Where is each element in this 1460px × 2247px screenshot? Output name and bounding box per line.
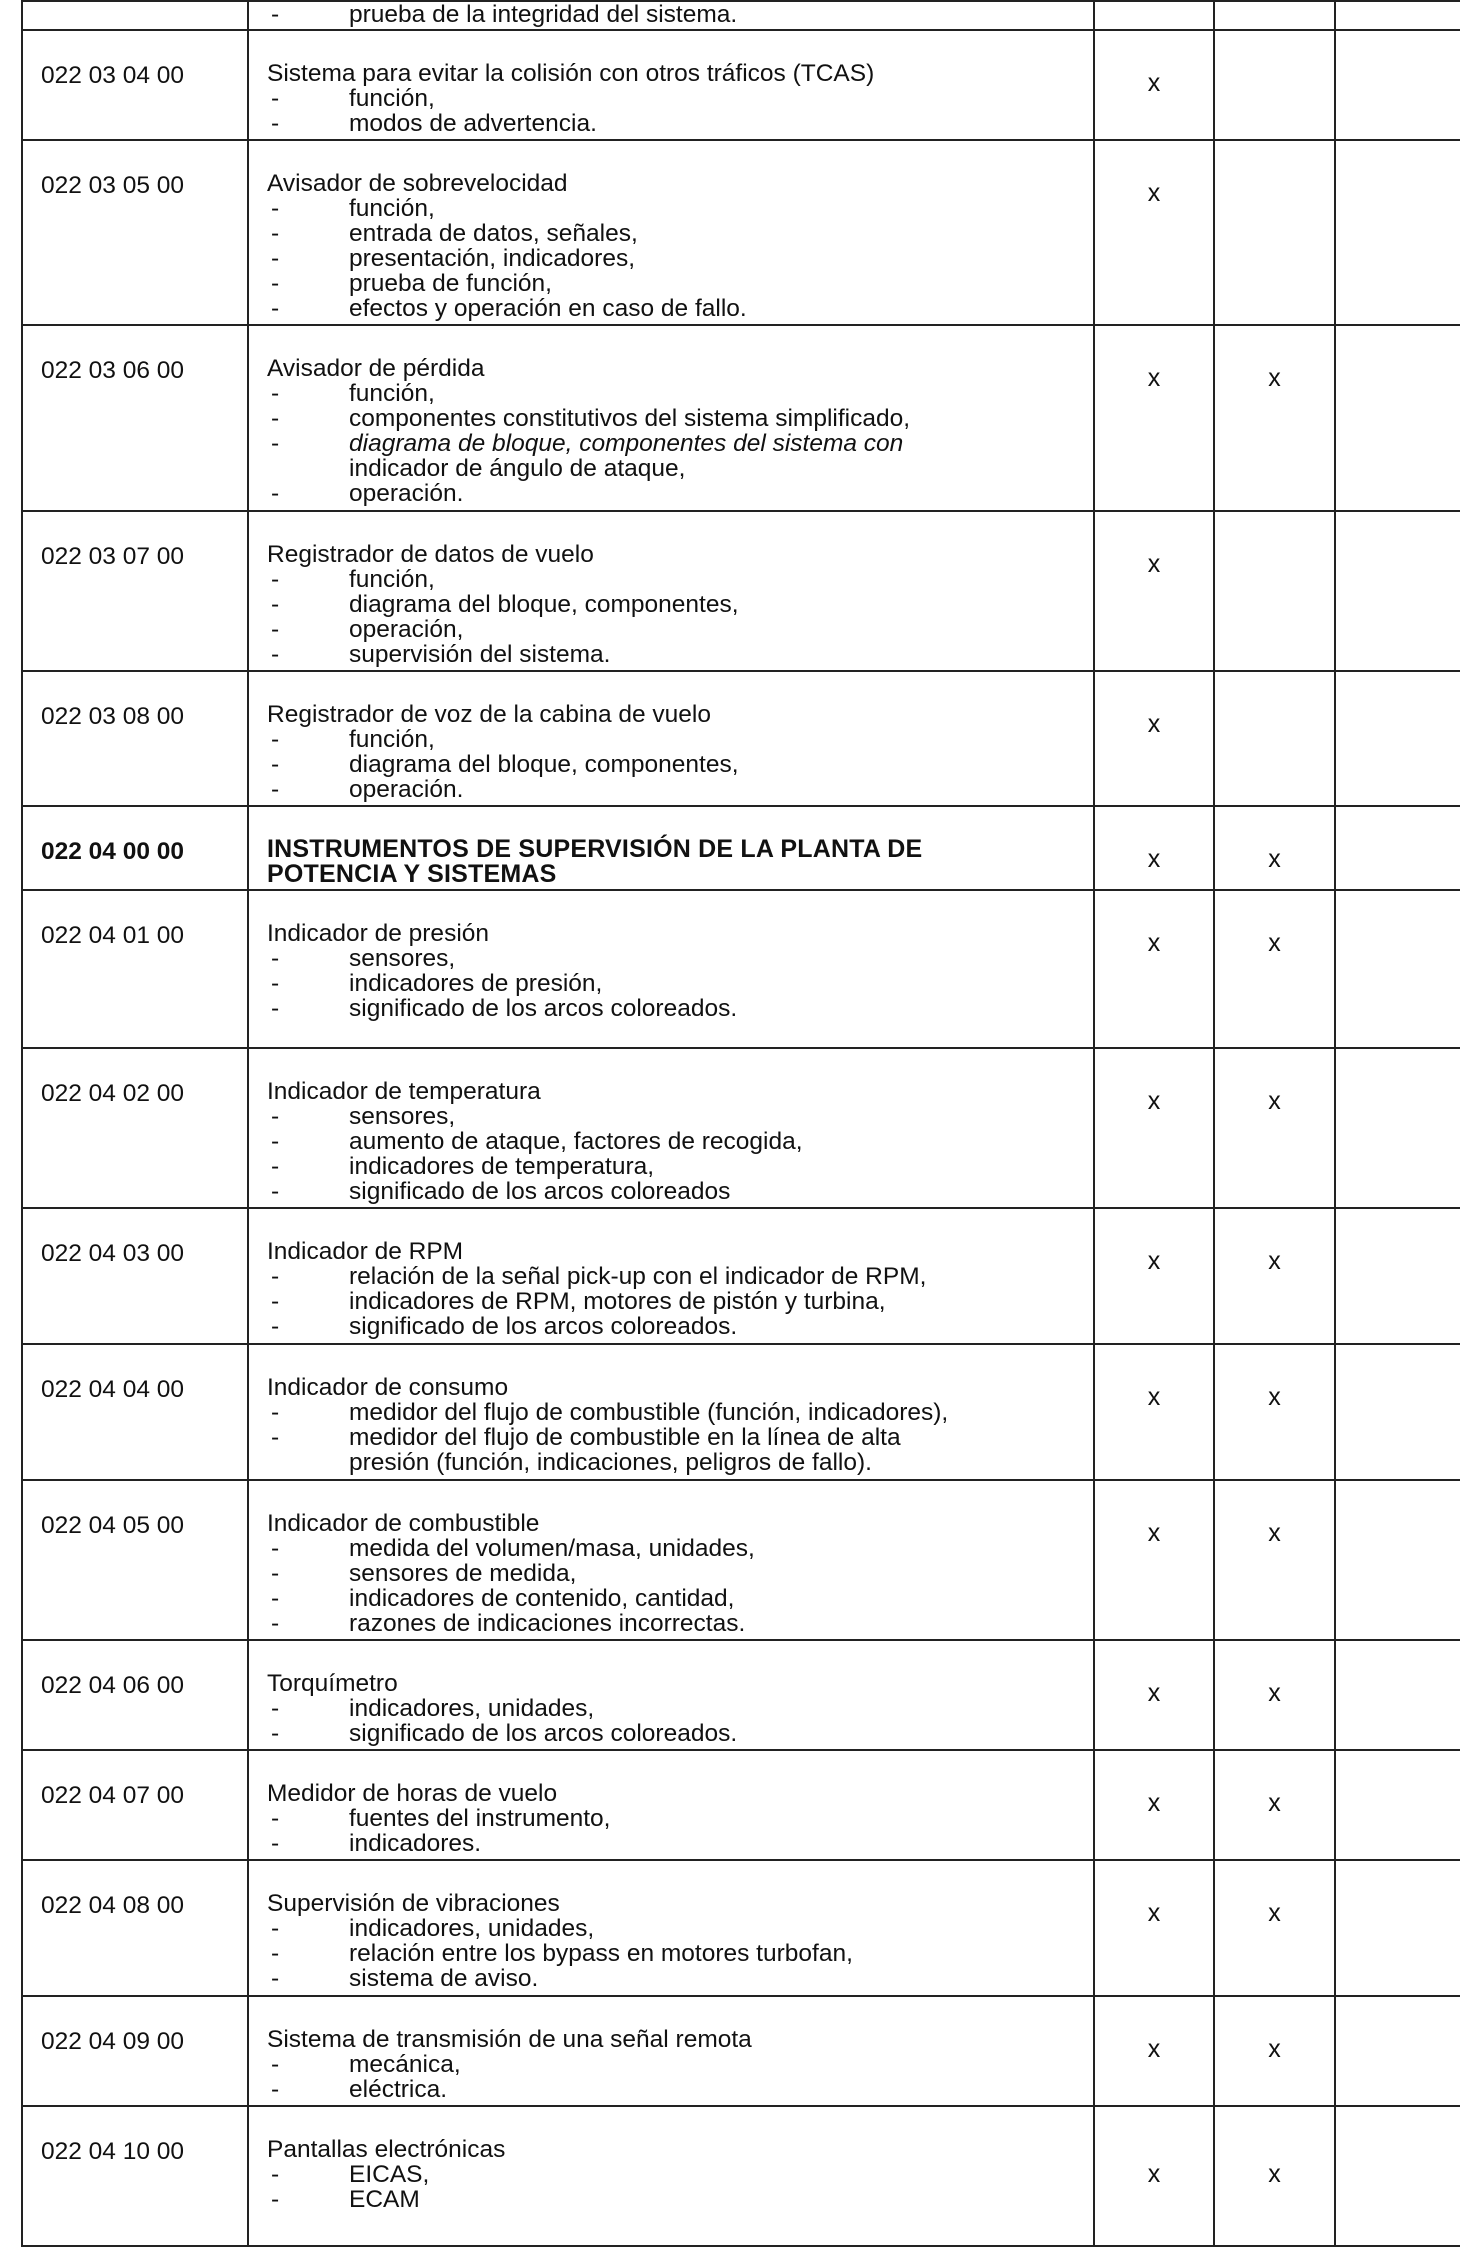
item-title: Torquímetro <box>267 1670 398 1697</box>
code-cell: 022 03 06 00 <box>22 325 248 511</box>
description-cell <box>248 671 1094 806</box>
list-item: - entrada de datos, señales, <box>271 220 638 247</box>
mark-cell: x <box>1214 1048 1335 1208</box>
list-item: - operación, <box>271 616 464 643</box>
table-row <box>22 890 1460 1048</box>
table-row <box>22 1048 1460 1208</box>
mark-cell <box>1335 671 1460 806</box>
mark-cell: x <box>1094 890 1214 1048</box>
list-item: - operación. <box>271 480 464 507</box>
table-row <box>22 1996 1460 2106</box>
code-cell: 022 04 06 00 <box>22 1640 248 1750</box>
table-row <box>22 1860 1460 1996</box>
list-item: - sensores, <box>271 1103 456 1130</box>
mark-cell: x <box>1094 2106 1214 2246</box>
list-item: - razones de indicaciones incorrectas. <box>271 1610 746 1637</box>
list-item: - indicadores de presión, <box>271 970 603 997</box>
list-item: - significado de los arcos coloreados. <box>271 995 738 1022</box>
list-item: - medidor del flujo de combustible en la línea de alta <box>271 1424 901 1451</box>
list-item: - medidor del flujo de combustible (función, indicadores), <box>271 1399 949 1426</box>
list-item: - medida del volumen/masa, unidades, <box>271 1535 755 1562</box>
mark-cell <box>1214 511 1335 671</box>
code-cell: 022 04 05 00 <box>22 1480 248 1640</box>
list-item: - relación entre los bypass en motores turbofan, <box>271 1940 853 1967</box>
list-item: - componentes constitutivos del sistema simplificado, <box>271 405 911 432</box>
code-cell: 022 04 01 00 <box>22 890 248 1048</box>
table-row <box>22 511 1460 671</box>
code-cell: 022 04 04 00 <box>22 1344 248 1480</box>
table-row <box>22 140 1460 325</box>
item-title: Sistema para evitar la colisión con otros tráficos (TCAS) <box>267 60 875 87</box>
mark-cell: x <box>1094 1344 1214 1480</box>
list-item: - indicadores, unidades, <box>271 1695 595 1722</box>
mark-cell: x <box>1214 1640 1335 1750</box>
mark-cell <box>1335 30 1460 140</box>
mark-cell <box>1335 1344 1460 1480</box>
description-cell <box>248 1208 1094 1344</box>
list-item-continuation: presión (función, indicaciones, peligros de fallo). <box>349 1449 872 1476</box>
code-cell: 022 04 10 00 <box>22 2106 248 2246</box>
mark-cell: x <box>1094 806 1214 890</box>
list-item: - relación de la señal pick-up con el indicador de RPM, <box>271 1263 927 1290</box>
list-item: - supervisión del sistema. <box>271 641 611 668</box>
description-cell <box>248 1480 1094 1640</box>
table-row <box>22 1750 1460 1860</box>
mark-cell <box>1335 511 1460 671</box>
mark-cell: x <box>1094 140 1214 325</box>
list-item: - sensores de medida, <box>271 1560 577 1587</box>
description-cell <box>248 890 1094 1048</box>
mark-cell <box>1214 671 1335 806</box>
table-row <box>22 1640 1460 1750</box>
code-cell: 022 03 05 00 <box>22 140 248 325</box>
table-row <box>22 30 1460 140</box>
item-title: Indicador de RPM <box>267 1238 464 1265</box>
table-row <box>22 671 1460 806</box>
list-item: - indicadores de temperatura, <box>271 1153 655 1180</box>
mark-cell: x <box>1214 325 1335 511</box>
mark-cell <box>1335 1996 1460 2106</box>
item-title: Sistema de transmisión de una señal remota <box>267 2026 752 2053</box>
code-cell <box>22 1 248 30</box>
list-item: - función, <box>271 566 435 593</box>
list-item: - indicadores. <box>271 1830 482 1857</box>
mark-cell <box>1335 2106 1460 2246</box>
item-title: Registrador de voz de la cabina de vuelo <box>267 701 712 728</box>
mark-cell: x <box>1214 890 1335 1048</box>
mark-cell: x <box>1214 1480 1335 1640</box>
mark-cell: x <box>1094 1480 1214 1640</box>
mark-cell <box>1335 806 1460 890</box>
item-title: Medidor de horas de vuelo <box>267 1780 558 1807</box>
list-item: - función, <box>271 380 435 407</box>
item-title: Avisador de pérdida <box>267 355 485 382</box>
list-item: - modos de advertencia. <box>271 110 597 137</box>
code-cell: 022 03 08 00 <box>22 671 248 806</box>
mark-cell <box>1335 1640 1460 1750</box>
list-item: - fuentes del instrumento, <box>271 1805 611 1832</box>
list-item: - significado de los arcos coloreados <box>271 1178 731 1205</box>
mark-cell <box>1335 325 1460 511</box>
list-item: - prueba de la integridad del sistema. <box>271 1 738 28</box>
mark-cell <box>1335 1 1460 30</box>
list-item: - función, <box>271 195 435 222</box>
mark-cell: x <box>1094 1750 1214 1860</box>
table-row <box>22 1 1460 30</box>
item-title: Supervisión de vibraciones <box>267 1890 560 1917</box>
mark-cell: x <box>1094 30 1214 140</box>
description-cell <box>248 1750 1094 1860</box>
description-cell <box>248 806 1094 890</box>
mark-cell: x <box>1214 1208 1335 1344</box>
mark-cell: x <box>1214 1750 1335 1860</box>
section-title: INSTRUMENTOS DE SUPERVISIÓN DE LA PLANTA DE <box>267 835 923 863</box>
list-item: - diagrama de bloque, componentes del sistema con <box>271 430 904 457</box>
description-cell <box>248 1860 1094 1996</box>
mark-cell <box>1214 30 1335 140</box>
mark-cell: x <box>1214 1996 1335 2106</box>
list-item: - indicadores, unidades, <box>271 1915 595 1942</box>
syllabus-table <box>21 0 1460 2247</box>
list-item-continuation: indicador de ángulo de ataque, <box>349 455 686 482</box>
item-title: Indicador de combustible <box>267 1510 540 1537</box>
code-cell: 022 04 02 00 <box>22 1048 248 1208</box>
mark-cell <box>1335 1750 1460 1860</box>
list-item: - sensores, <box>271 945 456 972</box>
mark-cell <box>1335 1860 1460 1996</box>
table-row <box>22 806 1460 890</box>
mark-cell: x <box>1214 806 1335 890</box>
table-row <box>22 1208 1460 1344</box>
mark-cell: x <box>1094 1640 1214 1750</box>
list-item: - significado de los arcos coloreados. <box>271 1313 738 1340</box>
mark-cell: x <box>1094 1996 1214 2106</box>
list-item: - sistema de aviso. <box>271 1965 539 1992</box>
description-cell <box>248 1048 1094 1208</box>
table-row <box>22 1344 1460 1480</box>
list-item: - prueba de función, <box>271 270 552 297</box>
item-title: Indicador de temperatura <box>267 1078 541 1105</box>
code-cell: 022 04 03 00 <box>22 1208 248 1344</box>
mark-cell <box>1335 140 1460 325</box>
item-title: Indicador de presión <box>267 920 490 947</box>
list-item: - función, <box>271 726 435 753</box>
code-cell: 022 04 09 00 <box>22 1996 248 2106</box>
table-row <box>22 1480 1460 1640</box>
mark-cell <box>1335 1048 1460 1208</box>
mark-cell: x <box>1094 1048 1214 1208</box>
item-title: Avisador de sobrevelocidad <box>267 170 568 197</box>
list-item: - indicadores de RPM, motores de pistón y turbina, <box>271 1288 886 1315</box>
mark-cell: x <box>1214 1344 1335 1480</box>
mark-cell: x <box>1094 1860 1214 1996</box>
code-cell: 022 04 07 00 <box>22 1750 248 1860</box>
description-cell <box>248 1344 1094 1480</box>
mark-cell: x <box>1094 511 1214 671</box>
item-title: Registrador de datos de vuelo <box>267 541 594 568</box>
mark-cell <box>1335 890 1460 1048</box>
mark-cell: x <box>1094 325 1214 511</box>
code-cell: 022 03 07 00 <box>22 511 248 671</box>
item-title: Pantallas electrónicas <box>267 2136 506 2163</box>
mark-cell: x <box>1094 1208 1214 1344</box>
code-cell: 022 03 04 00 <box>22 30 248 140</box>
mark-cell <box>1214 1 1335 30</box>
list-item: - operación. <box>271 776 464 803</box>
mark-cell <box>1214 140 1335 325</box>
list-item: - significado de los arcos coloreados. <box>271 1720 738 1747</box>
list-item: - efectos y operación en caso de fallo. <box>271 295 747 322</box>
list-item: - diagrama del bloque, componentes, <box>271 751 739 778</box>
description-cell <box>248 1640 1094 1750</box>
table-row <box>22 2106 1460 2246</box>
item-title: Indicador de consumo <box>267 1374 509 1401</box>
code-cell: 022 04 08 00 <box>22 1860 248 1996</box>
list-item: - mecánica, <box>271 2051 461 2078</box>
description-cell <box>248 2106 1094 2246</box>
section-title: POTENCIA Y SISTEMAS <box>267 860 557 888</box>
list-item: - ECAM <box>271 2186 420 2213</box>
list-item: - eléctrica. <box>271 2076 448 2103</box>
list-item: - EICAS, <box>271 2161 430 2188</box>
mark-cell: x <box>1214 1860 1335 1996</box>
description-cell <box>248 325 1094 511</box>
table-row <box>22 325 1460 511</box>
list-item: - indicadores de contenido, cantidad, <box>271 1585 735 1612</box>
description-cell <box>248 511 1094 671</box>
code-cell: 022 04 00 00 <box>22 806 248 890</box>
mark-cell: x <box>1214 2106 1335 2246</box>
description-cell <box>248 140 1094 325</box>
mark-cell: x <box>1094 671 1214 806</box>
description-cell <box>248 1 1094 30</box>
mark-cell <box>1335 1208 1460 1344</box>
list-item: - aumento de ataque, factores de recogida, <box>271 1128 803 1155</box>
list-item: - función, <box>271 85 435 112</box>
mark-cell <box>1335 1480 1460 1640</box>
description-cell <box>248 1996 1094 2106</box>
list-item: - presentación, indicadores, <box>271 245 636 272</box>
list-item: - diagrama del bloque, componentes, <box>271 591 739 618</box>
description-cell <box>248 30 1094 140</box>
mark-cell <box>1094 1 1214 30</box>
